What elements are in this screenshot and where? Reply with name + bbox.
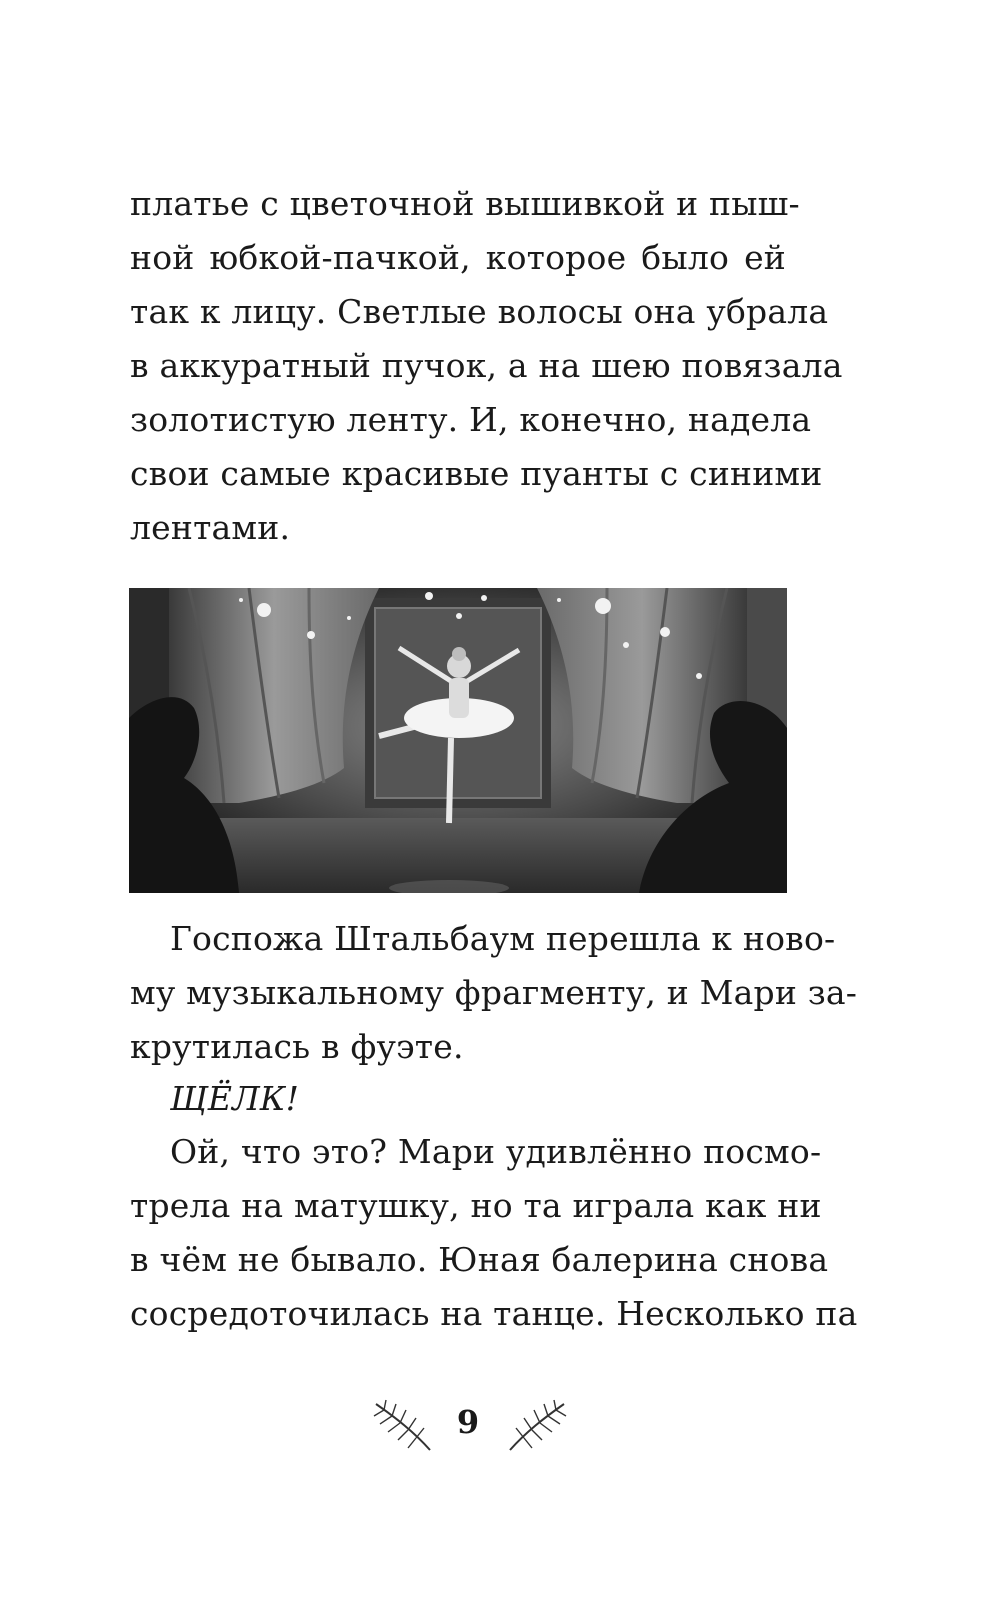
- text-line: платье с цветочной вышивкой и пыш-: [130, 184, 800, 223]
- feather-sprig-left-icon: [372, 1398, 436, 1454]
- text-line: трела на матушку, но та играла как ни: [130, 1186, 822, 1225]
- text-line: в чём не бывало. Юная балерина снова: [130, 1240, 829, 1279]
- page-number: 9: [456, 1403, 480, 1441]
- feather-sprig-right-icon: [504, 1398, 568, 1454]
- text-line: му музыкальному фрагменту, и Мари за-: [130, 973, 858, 1012]
- text-line: так к лицу. Светлые волосы она убрала: [130, 292, 829, 331]
- page-footer: [0, 1398, 1000, 1458]
- text-line: лентами.: [130, 508, 291, 547]
- text-line: золотистую ленту. И, конечно, надела: [130, 400, 812, 439]
- text-line: крутилась в фуэте.: [130, 1027, 464, 1066]
- text-line: сосредоточилась на танце. Несколько па: [130, 1294, 858, 1333]
- text-line: свои самые красивые пуанты с синими: [130, 454, 823, 493]
- ballerina-stage-illustration: [129, 588, 787, 893]
- text-line: ной юбкой-пачкой, которое было ей: [130, 238, 786, 277]
- text-line-emphasis: ЩЁЛК!: [170, 1079, 300, 1118]
- text-line: Ой, что это? Мари удивлённо посмо-: [170, 1132, 822, 1171]
- text-line: в аккуратный пучок, а на шею повязала: [130, 346, 843, 385]
- text-line: Госпожа Штальбаум перешла к ново-: [170, 919, 836, 958]
